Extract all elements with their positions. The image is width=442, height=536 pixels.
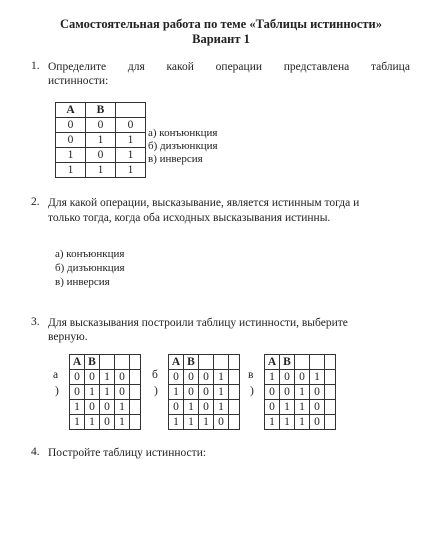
- q1-text-line2: истинности:: [48, 75, 109, 87]
- table-cell: [325, 415, 336, 430]
- table-cell: 0: [85, 370, 100, 385]
- header-cell: [229, 355, 240, 370]
- header-cell: B: [280, 355, 295, 370]
- q2-option-a: а) конъюнкция: [55, 248, 125, 260]
- q2-option-c: в) инверсия: [55, 276, 110, 288]
- table-row: [169, 370, 240, 385]
- table-row: [70, 370, 141, 385]
- table-cell: 0: [86, 118, 116, 133]
- q3-letter-c-paren: ): [250, 385, 254, 397]
- q2-number: 2.: [31, 196, 40, 208]
- table-row: [265, 370, 336, 385]
- table-row: [56, 118, 146, 133]
- table-cell: 1: [116, 133, 146, 148]
- table-cell: 1: [116, 163, 146, 178]
- q1-word: представлена: [283, 61, 350, 73]
- table-cell: 0: [116, 118, 146, 133]
- table-cell: 1: [116, 148, 146, 163]
- table-cell: [229, 415, 240, 430]
- table-cell: 0: [265, 385, 280, 400]
- page-title: Самостоятельная работа по теме «Таблицы истинности»: [60, 17, 382, 31]
- table-row: [265, 415, 336, 430]
- table-cell: [325, 370, 336, 385]
- table-cell: 1: [115, 400, 130, 415]
- table-header-row: [56, 103, 146, 118]
- q1-word: таблица: [370, 61, 410, 73]
- table-header-row: [70, 355, 141, 370]
- table-cell: 1: [280, 400, 295, 415]
- header-cell: [100, 355, 115, 370]
- q1-word: операции: [215, 61, 262, 73]
- table-cell: 0: [184, 370, 199, 385]
- table-cell: 1: [56, 148, 86, 163]
- table-cell: 0: [199, 370, 214, 385]
- table-row: [56, 163, 146, 178]
- table-cell: 0: [169, 370, 184, 385]
- table-cell: 0: [115, 385, 130, 400]
- table-cell: 0: [280, 385, 295, 400]
- table-cell: 1: [70, 415, 85, 430]
- table-cell: [130, 400, 141, 415]
- table-row: [169, 400, 240, 415]
- header-cell: [295, 355, 310, 370]
- header-cell: B: [86, 103, 116, 118]
- header-cell: [325, 355, 336, 370]
- header-cell: [116, 103, 146, 118]
- q1-number: 1.: [31, 60, 40, 72]
- table-cell: [229, 370, 240, 385]
- q1-truth-table: [55, 102, 146, 178]
- table-cell: 1: [184, 415, 199, 430]
- table-cell: 1: [169, 385, 184, 400]
- table-cell: 0: [100, 415, 115, 430]
- table-header-row: [265, 355, 336, 370]
- table-header-row: [169, 355, 240, 370]
- table-cell: 1: [214, 400, 229, 415]
- table-cell: 1: [56, 163, 86, 178]
- table-row: [70, 415, 141, 430]
- table-cell: 1: [169, 415, 184, 430]
- q1-word: какой: [166, 61, 194, 73]
- table-row: [56, 148, 146, 163]
- table-row: [265, 400, 336, 415]
- table-cell: [325, 385, 336, 400]
- q2-text-line1: Для какой операции, высказывание, является истинным тогда и: [48, 197, 360, 209]
- table-cell: 0: [86, 148, 116, 163]
- table-row: [169, 385, 240, 400]
- table-row: [265, 385, 336, 400]
- table-cell: 1: [295, 385, 310, 400]
- table-cell: 1: [100, 370, 115, 385]
- q3-letter-a: а: [53, 369, 59, 381]
- table-cell: 1: [100, 385, 115, 400]
- header-cell: A: [70, 355, 85, 370]
- table-cell: 0: [265, 400, 280, 415]
- header-cell: [214, 355, 229, 370]
- table-cell: 0: [310, 385, 325, 400]
- table-cell: [229, 385, 240, 400]
- table-cell: 0: [115, 370, 130, 385]
- table-cell: 1: [86, 163, 116, 178]
- table-cell: 0: [56, 118, 86, 133]
- variant-title: Вариант 1: [192, 32, 250, 46]
- header-cell: [130, 355, 141, 370]
- q3-letter-c: в: [248, 369, 254, 381]
- table-cell: 1: [70, 400, 85, 415]
- table-row: [169, 415, 240, 430]
- table-cell: [130, 370, 141, 385]
- table-cell: [229, 400, 240, 415]
- table-cell: 1: [184, 400, 199, 415]
- table-cell: 1: [280, 415, 295, 430]
- table-cell: 1: [85, 415, 100, 430]
- q1-option-b: б) дизъюнкция: [148, 140, 218, 152]
- header-cell: [115, 355, 130, 370]
- q1-word: Определите: [48, 61, 107, 73]
- q4-text: Постройте таблицу истинности:: [48, 447, 207, 459]
- q3-table-c: [264, 354, 336, 430]
- q3-table-b: [168, 354, 240, 430]
- table-cell: 1: [199, 415, 214, 430]
- table-cell: 0: [310, 400, 325, 415]
- table-cell: 1: [265, 370, 280, 385]
- table-cell: [130, 415, 141, 430]
- q3-text-line2: верную.: [48, 331, 88, 343]
- table-cell: 0: [85, 400, 100, 415]
- q1-option-a: а) конъюнкция: [148, 127, 218, 139]
- header-cell: B: [184, 355, 199, 370]
- q1-option-c: в) инверсия: [148, 153, 203, 165]
- table-cell: 0: [100, 400, 115, 415]
- q2-options: [55, 247, 125, 289]
- q3-number: 3.: [31, 316, 40, 328]
- table-cell: 0: [70, 370, 85, 385]
- table-cell: 0: [199, 400, 214, 415]
- q2-text-line2: только тогда, когда оба исходных высказывания истинны.: [48, 212, 331, 224]
- table-cell: 0: [169, 400, 184, 415]
- header-cell: A: [265, 355, 280, 370]
- header-cell: A: [169, 355, 184, 370]
- table-cell: 1: [86, 133, 116, 148]
- q4-number: 4.: [31, 446, 40, 458]
- table-cell: 0: [56, 133, 86, 148]
- table-cell: [325, 400, 336, 415]
- table-cell: [130, 385, 141, 400]
- table-cell: 0: [184, 385, 199, 400]
- header-cell: A: [56, 103, 86, 118]
- q3-letter-b: б: [152, 369, 158, 381]
- table-cell: 0: [199, 385, 214, 400]
- q3-table-a: [69, 354, 141, 430]
- header-cell: [199, 355, 214, 370]
- q3-text-line1: Для высказывания построили таблицу истинности, выберите: [48, 317, 348, 329]
- header-cell: B: [85, 355, 100, 370]
- table-cell: 0: [295, 370, 310, 385]
- table-cell: 1: [214, 385, 229, 400]
- table-cell: 1: [85, 385, 100, 400]
- table-cell: 1: [295, 415, 310, 430]
- q2-option-b: б) дизъюнкция: [55, 262, 125, 274]
- table-cell: 1: [295, 400, 310, 415]
- table-cell: 1: [310, 370, 325, 385]
- table-cell: 0: [280, 370, 295, 385]
- table-cell: 0: [310, 415, 325, 430]
- q3-letter-b-paren: ): [154, 385, 158, 397]
- table-cell: 1: [214, 370, 229, 385]
- q1-text-line1: [48, 60, 410, 74]
- q1-word: для: [127, 61, 145, 73]
- table-row: [70, 400, 141, 415]
- header-cell: [310, 355, 325, 370]
- table-cell: 0: [214, 415, 229, 430]
- table-cell: 1: [265, 415, 280, 430]
- table-row: [70, 385, 141, 400]
- table-row: [56, 133, 146, 148]
- q3-letter-a-paren: ): [55, 385, 59, 397]
- table-cell: 0: [70, 385, 85, 400]
- table-cell: 1: [115, 415, 130, 430]
- q1-options: [148, 127, 218, 166]
